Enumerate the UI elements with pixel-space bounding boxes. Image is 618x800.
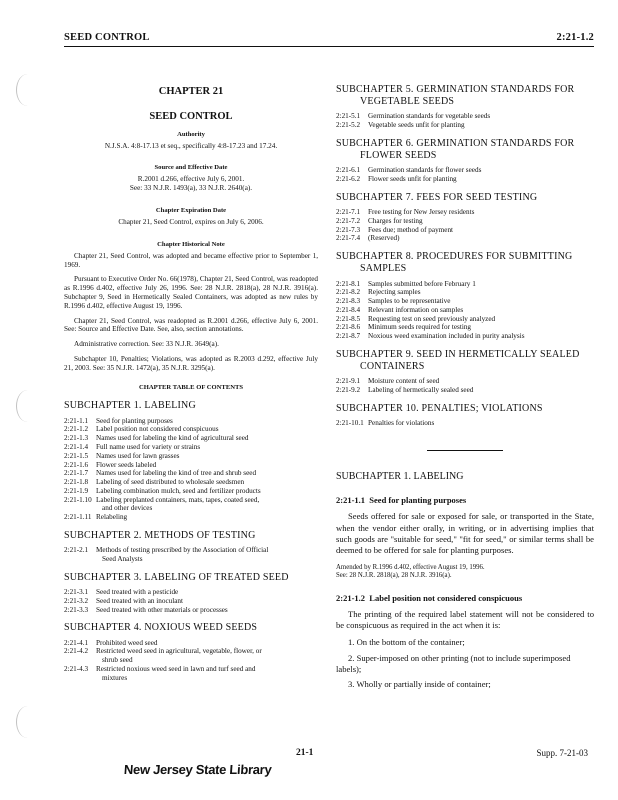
toc-section-number: 2:21-1.8: [64, 478, 89, 487]
toc-entry: [336, 419, 594, 428]
toc-entry: [64, 425, 318, 434]
left-column: [64, 66, 318, 682]
toc-entry: [64, 597, 318, 606]
toc-entry: [336, 332, 594, 341]
source-heading: Source and Effective Date: [154, 164, 228, 172]
history-paragraph: Chapter 21, Seed Control, was readopted as R.2001 d.266, effective July 6, 2001. See: Source and Effective Date. See, also, section annotations.: [64, 316, 318, 334]
toc-section-title: Samples to be representative: [368, 297, 451, 306]
history-paragraph: Administrative correction. See: 33 N.J.R. 3649(a).: [74, 340, 219, 349]
chapter-number: CHAPTER 21: [158, 86, 224, 97]
toc-section-number: 2:21-1.2: [64, 425, 89, 434]
toc-section-title: Flower seeds unfit for planting: [368, 175, 457, 184]
toc-section-title: Flower seeds labeled: [96, 460, 157, 469]
expiration-text: Chapter 21, Seed Control, expires on July 6, 2006.: [118, 218, 264, 227]
toc-section-number: 2:21-4.2: [64, 647, 89, 656]
running-header: [64, 32, 594, 47]
list-item: 3. Wholly or partially inside of container;: [348, 678, 491, 689]
toc-section-title: Names used for labeling the kind of tree and shrub seed: [96, 469, 257, 478]
toc-section-number: 2:21-1.6: [64, 460, 89, 469]
toc-list: [64, 417, 318, 522]
history-paragraph: Chapter 21, Seed Control, was adopted and became effective prior to September 1, 1969.: [64, 251, 318, 269]
section-text: The printing of the required label statement will not be considered to be conspicuous as required in the act when it is:: [336, 609, 594, 631]
toc-section-title: Seed treated with a pesticide: [96, 587, 179, 596]
toc-section-number: 2:21-1.4: [64, 443, 89, 451]
page-number: 21-1: [296, 748, 314, 758]
toc-entry: [64, 513, 318, 522]
toc-section-number: 2:21-7.1: [336, 208, 361, 217]
toc-section-title: Names used for labeling the kind of agricultural seed: [96, 434, 249, 443]
body-subchapter-heading: SUBCHAPTER 1. LABELING: [336, 470, 464, 482]
list-item: 1. On the bottom of the container;: [348, 637, 465, 648]
toc-section-title: Restricted noxious weed seed in lawn and turf seed and mixtures: [96, 664, 256, 682]
toc-subchapter-heading: SUBCHAPTER 6. GERMINATION STANDARDS FOR FLOWER SEEDS: [336, 137, 575, 162]
toc-section-title: Labeling preplanted containers, mats, tapes, coated seed, and other devices: [96, 495, 260, 513]
toc-entry: [64, 434, 318, 443]
toc-section-title: Labeling combination mulch, seed and fertilizer products: [96, 486, 261, 495]
toc-subchapter-heading: SUBCHAPTER 8. PROCEDURES FOR SUBMITTING SAMPLES: [336, 251, 573, 275]
toc-section-number: 2:21-6.1: [336, 166, 361, 175]
toc-entry: [64, 487, 318, 496]
toc-section-title: Free testing for New Jersey residents: [368, 208, 475, 217]
toc-section-title: Seed treated with other materials or processes: [96, 605, 228, 614]
toc-section-number: 2:21-8.4: [336, 305, 361, 314]
toc-entry: [336, 377, 594, 386]
toc-entry: [336, 166, 594, 175]
toc-entry: [336, 315, 594, 324]
list-item: 2. Super-imposed on other printing (not to include superimposed labels);: [336, 652, 571, 674]
toc-section-number: 2:21-5.1: [336, 112, 361, 121]
toc-list: [336, 419, 594, 428]
toc-entry: [336, 217, 594, 226]
toc-entry: [336, 280, 594, 289]
toc-entry: [336, 297, 594, 306]
section-divider: [427, 450, 503, 451]
history-paragraph: Pursuant to Executive Order No. 66(1978), Chapter 21, Seed Control, was readopted as R.1996 d.402, effective July 26, 1996. See: 28 N.J.R. 2818(a), 28 N.J.R. 3916(a). Subchapter 9, Seed in Hermetically Sealed Containers, was adopted as new rules by R.1996 d.402, effective August 19, 1996.: [64, 275, 318, 310]
toc-section-number: 2:21-1.10: [64, 495, 92, 504]
toc-section-number: 2:21-9.2: [336, 386, 361, 395]
toc-section-title: Noxious weed examination included in purity analysis: [368, 332, 525, 341]
toc-section-title: Full name used for variety or strains: [96, 443, 201, 451]
toc-section-title: Moisture content of seed: [368, 377, 440, 386]
toc-subchapter-heading: SUBCHAPTER 5. GERMINATION STANDARDS FOR VEGETABLE SEEDS: [336, 84, 575, 108]
right-column: [336, 84, 594, 694]
toc-section-number: 2:21-1.7: [64, 469, 89, 478]
toc-section-title: Prohibited weed seed: [96, 638, 158, 647]
toc-section-number: 2:21-1.1: [64, 416, 89, 425]
toc-section-title: Relevant information on samples: [368, 305, 464, 314]
history-paragraph: Subchapter 10, Penalties; Violations, was adopted as R.2003 d.292, effective July 21, 2003. See: 35 N.J.R. 1472(a), 35 N.J.R. 3295(a).: [64, 354, 318, 372]
section-number: 2:21-1.2: [336, 592, 366, 603]
toc-entry: [64, 469, 318, 478]
toc-list: [336, 280, 594, 341]
toc-entry: [336, 288, 594, 297]
toc-section-number: 2:21-3.2: [64, 596, 89, 605]
toc-section-title: Labeling of seed distributed to wholesale seedsmen: [96, 478, 245, 487]
toc-section-title: Seed for planting purposes: [96, 416, 173, 425]
toc-entry: [64, 496, 318, 514]
toc-section-title: Methods of testing prescribed by the Association of Official Seed Analysts: [96, 546, 269, 563]
toc-entry: [336, 175, 594, 184]
toc-section-title: Vegetable seeds unfit for planting: [368, 121, 465, 130]
toc-section-title: Names used for lawn grasses: [96, 451, 180, 460]
supplement-date: Supp. 7-21-03: [536, 748, 588, 758]
toc-section-number: 2:21-4.1: [64, 638, 89, 647]
toc-list: [64, 639, 318, 683]
toc-entry: [64, 417, 318, 426]
toc-section-title: Germination standards for flower seeds: [368, 166, 482, 175]
toc-section-number: 2:21-5.2: [336, 121, 361, 130]
toc-section-number: 2:21-1.9: [64, 486, 89, 495]
toc-section-number: 2:21-8.5: [336, 314, 361, 323]
section-title: Seed for planting purposes: [369, 495, 467, 506]
toc-section-title: Minimum seeds required for testing: [368, 323, 472, 332]
punch-hole-mark: [16, 390, 39, 422]
expiration-heading: Chapter Expiration Date: [155, 207, 227, 214]
toc-list: [64, 546, 318, 564]
source-text: R.2001 d.266, effective July 6, 2001.: [137, 175, 245, 184]
header-section: 2:21-1.2: [556, 32, 594, 43]
toc-section-number: 2:21-10.1: [336, 419, 364, 428]
toc-subchapter-heading: SUBCHAPTER 2. METHODS OF TESTING: [64, 530, 256, 542]
toc-section-title: Penalties for violations: [368, 419, 435, 428]
toc-section-number: 2:21-8.1: [336, 279, 361, 288]
toc-list: [336, 112, 594, 130]
toc-entry: [64, 606, 318, 615]
toc-section-number: 2:21-7.2: [336, 216, 361, 225]
toc-entry: [64, 461, 318, 470]
toc-section-title: Rejecting samples: [368, 288, 421, 297]
section-heading: [336, 495, 594, 505]
toc-subchapter-heading: SUBCHAPTER 9. SEED IN HERMETICALLY SEALED CONTAINERS: [336, 349, 580, 373]
section-number: 2:21-1.1: [336, 495, 366, 506]
toc-entry: [64, 478, 318, 487]
toc-subchapter-heading: SUBCHAPTER 7. FEES FOR SEED TESTING: [336, 191, 538, 203]
toc-subchapter-heading: SUBCHAPTER 3. LABELING OF TREATED SEED: [64, 571, 289, 583]
toc-section-number: 2:21-8.3: [336, 297, 361, 306]
toc-entry: [64, 443, 318, 452]
toc-entry: [336, 208, 594, 217]
chapter-title: SEED CONTROL: [149, 110, 233, 122]
toc-section-number: 2:21-8.7: [336, 332, 361, 341]
toc-section-title: Samples submitted before February 1: [368, 279, 476, 288]
toc-list: [336, 208, 594, 243]
toc-section-title: Label position not considered conspicuous: [96, 425, 219, 434]
toc-section-title: Labeling of hermetically sealed seed: [368, 386, 474, 395]
toc-section-number: 2:21-9.1: [336, 377, 361, 386]
toc-section-title: Germination standards for vegetable seeds: [368, 112, 491, 121]
toc-heading: CHAPTER TABLE OF CONTENTS: [138, 384, 244, 392]
toc-entry: [64, 546, 318, 564]
toc-entry: [64, 639, 318, 648]
toc-entry: [64, 665, 318, 683]
toc-entry: [336, 386, 594, 395]
toc-section-title: Relabeling: [96, 513, 128, 522]
toc-entry: [336, 323, 594, 332]
header-title: SEED CONTROL: [64, 32, 150, 43]
toc-section-title: Seed treated with an inoculant: [96, 596, 184, 605]
section-text: Seeds offered for sale or exposed for sale, or transported in the State, when the vendor either orally, in writing, or in advertising implies that such goods are "suitable for seed," "fit for seed," or similar terms shall be deemed to be offered for sale for planting purposes.: [336, 511, 594, 555]
authority-heading: Authority: [177, 130, 205, 138]
section-heading: [336, 593, 594, 603]
library-stamp: New Jersey State Library: [123, 762, 272, 777]
toc-subchapter-heading: SUBCHAPTER 4. NOXIOUS WEED SEEDS: [64, 622, 258, 634]
toc-section-number: 2:21-8.6: [336, 323, 361, 332]
toc-entry: [336, 234, 594, 243]
amendment-note: Amended by R.1996 d.402, effective August 19, 1996. See: 28 N.J.R. 2818(a), 28 N.J.R. 3916(a).: [336, 564, 485, 580]
toc-entry: [64, 588, 318, 597]
toc-section-number: 2:21-1.5: [64, 451, 89, 460]
section-title: Label position not considered conspicuous: [369, 592, 523, 603]
toc-section-number: 2:21-6.2: [336, 175, 361, 184]
toc-section-title: Requesting test on seed previously analyzed: [368, 314, 496, 323]
toc-section-number: 2:21-7.4: [336, 234, 361, 243]
toc-list: [336, 166, 594, 184]
toc-section-number: 2:21-1.3: [64, 434, 89, 443]
toc-entry: [64, 647, 318, 665]
toc-section-number: 2:21-2.1: [64, 546, 89, 555]
toc-section-number: 2:21-8.2: [336, 288, 361, 297]
toc-entry: [336, 112, 594, 121]
toc-section-number: 2:21-7.3: [336, 225, 361, 234]
history-heading: Chapter Historical Note: [157, 240, 225, 248]
toc-list: [336, 377, 594, 395]
toc-entry: [336, 306, 594, 315]
toc-entry: [336, 121, 594, 130]
toc-section-title: (Reserved): [368, 234, 400, 243]
toc-section-title: Restricted weed seed in agricultural, vegetable, flower, or shrub seed: [96, 647, 262, 665]
punch-hole-mark: [16, 74, 39, 106]
toc-section-title: Charges for testing: [368, 216, 423, 225]
source-text: See: 33 N.J.R. 1493(a), 33 N.J.R. 2640(a).: [129, 184, 253, 193]
toc-entry: [64, 452, 318, 461]
toc-section-number: 2:21-3.1: [64, 587, 89, 596]
toc-section-number: 2:21-4.3: [64, 664, 89, 673]
toc-section-number: 2:21-3.3: [64, 605, 89, 614]
toc-subchapter-heading: SUBCHAPTER 10. PENALTIES; VIOLATIONS: [336, 402, 543, 414]
punch-hole-mark: [16, 706, 39, 738]
toc-subchapter-heading: SUBCHAPTER 1. LABELING: [64, 400, 196, 412]
toc-list: [64, 588, 318, 614]
toc-section-title: Fees due; method of payment: [368, 225, 454, 234]
authority-text: N.J.S.A. 4:8-17.13 et seq., specifically 4:8-17.23 and 17.24.: [104, 141, 278, 150]
toc-section-number: 2:21-1.11: [64, 513, 92, 522]
toc-entry: [336, 226, 594, 235]
